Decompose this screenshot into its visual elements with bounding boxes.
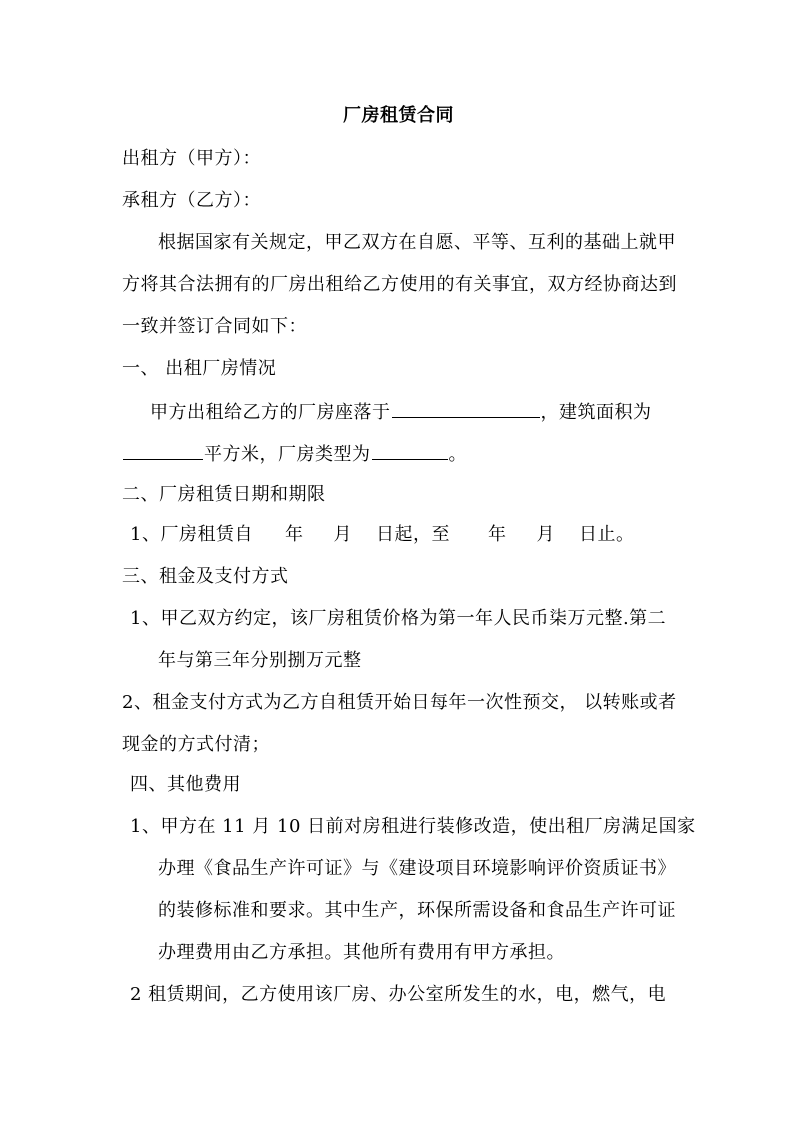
end-month-label: 月 [536,524,555,545]
location-blank [392,399,540,418]
section-1-line-2 [122,441,467,467]
section-4-item-1-line-3: 的装修标准和要求。其中生产，环保所需设备和食品生产许可证 [158,900,676,921]
section-3-item-1-line-1: 1、甲乙双方约定，该厂房租赁价格为第一年人民币柒万元整.第二 [130,608,667,629]
section-1-heading: 一、 出租厂房情况 [122,358,277,379]
section-3-item-1-line-2: 年与第三年分别捌万元整 [158,650,362,671]
section-4-item-1-line-4: 办理费用由乙方承担。其他所有费用有甲方承担。 [158,942,565,963]
section-4-item-1-line-1: 1、甲方在 11 月 10 日前对房租进行装修改造，使出租厂房满足国家 [130,816,696,837]
start-day-label: 日起，至 [375,524,450,545]
preamble-line-2: 方将其合法拥有的厂房出租给乙方使用的有关事宜，双方经协商达到 [122,274,677,295]
section-2-heading: 二、厂房租赁日期和期限 [122,484,326,505]
preamble-line-3: 一致并签订合同如下： [122,316,307,337]
type-blank [372,441,448,460]
start-year-label: 年 [284,524,304,545]
lessee-label: 承租方（乙方）： [122,190,261,211]
end-year-label: 年 [487,524,507,545]
start-month-label: 月 [333,524,352,545]
section-4-item-1-line-2: 办理《食品生产许可证》与《建设项目环境影响评价资质证书》 [158,858,676,879]
section-2-item-1 [130,523,634,547]
area-label: ，建筑面积为 [540,402,652,423]
preamble-line-1: 根据国家有关规定，甲乙双方在自愿、平等、互利的基础上就甲 [158,232,676,253]
section-4-item-2-line-1: 2 租赁期间，乙方使用该厂房、办公室所发生的水，电，燃气，电 [130,984,667,1005]
lease-start-label: 1、厂房租赁自 [130,524,253,545]
end-day-label: 日止。 [578,524,635,545]
type-end: 。 [448,444,467,465]
document-title: 厂房租赁合同 [343,105,454,126]
section-3-item-2-line-2: 现金的方式付清； [122,734,270,755]
section-1-line-1 [150,399,652,425]
location-label: 甲方出租给乙方的厂房座落于 [150,402,391,423]
type-label: 平方米，厂房类型为 [204,444,371,465]
section-3-item-2-line-1: 2、租金支付方式为乙方自租赁开始日每年一次性预交， 以转账或者 [122,692,677,713]
area-blank [123,441,203,460]
lessor-label: 出租方（甲方）： [122,148,261,169]
section-3-heading: 三、租金及支付方式 [122,566,289,587]
section-4-heading: 四、其他费用 [130,774,241,795]
